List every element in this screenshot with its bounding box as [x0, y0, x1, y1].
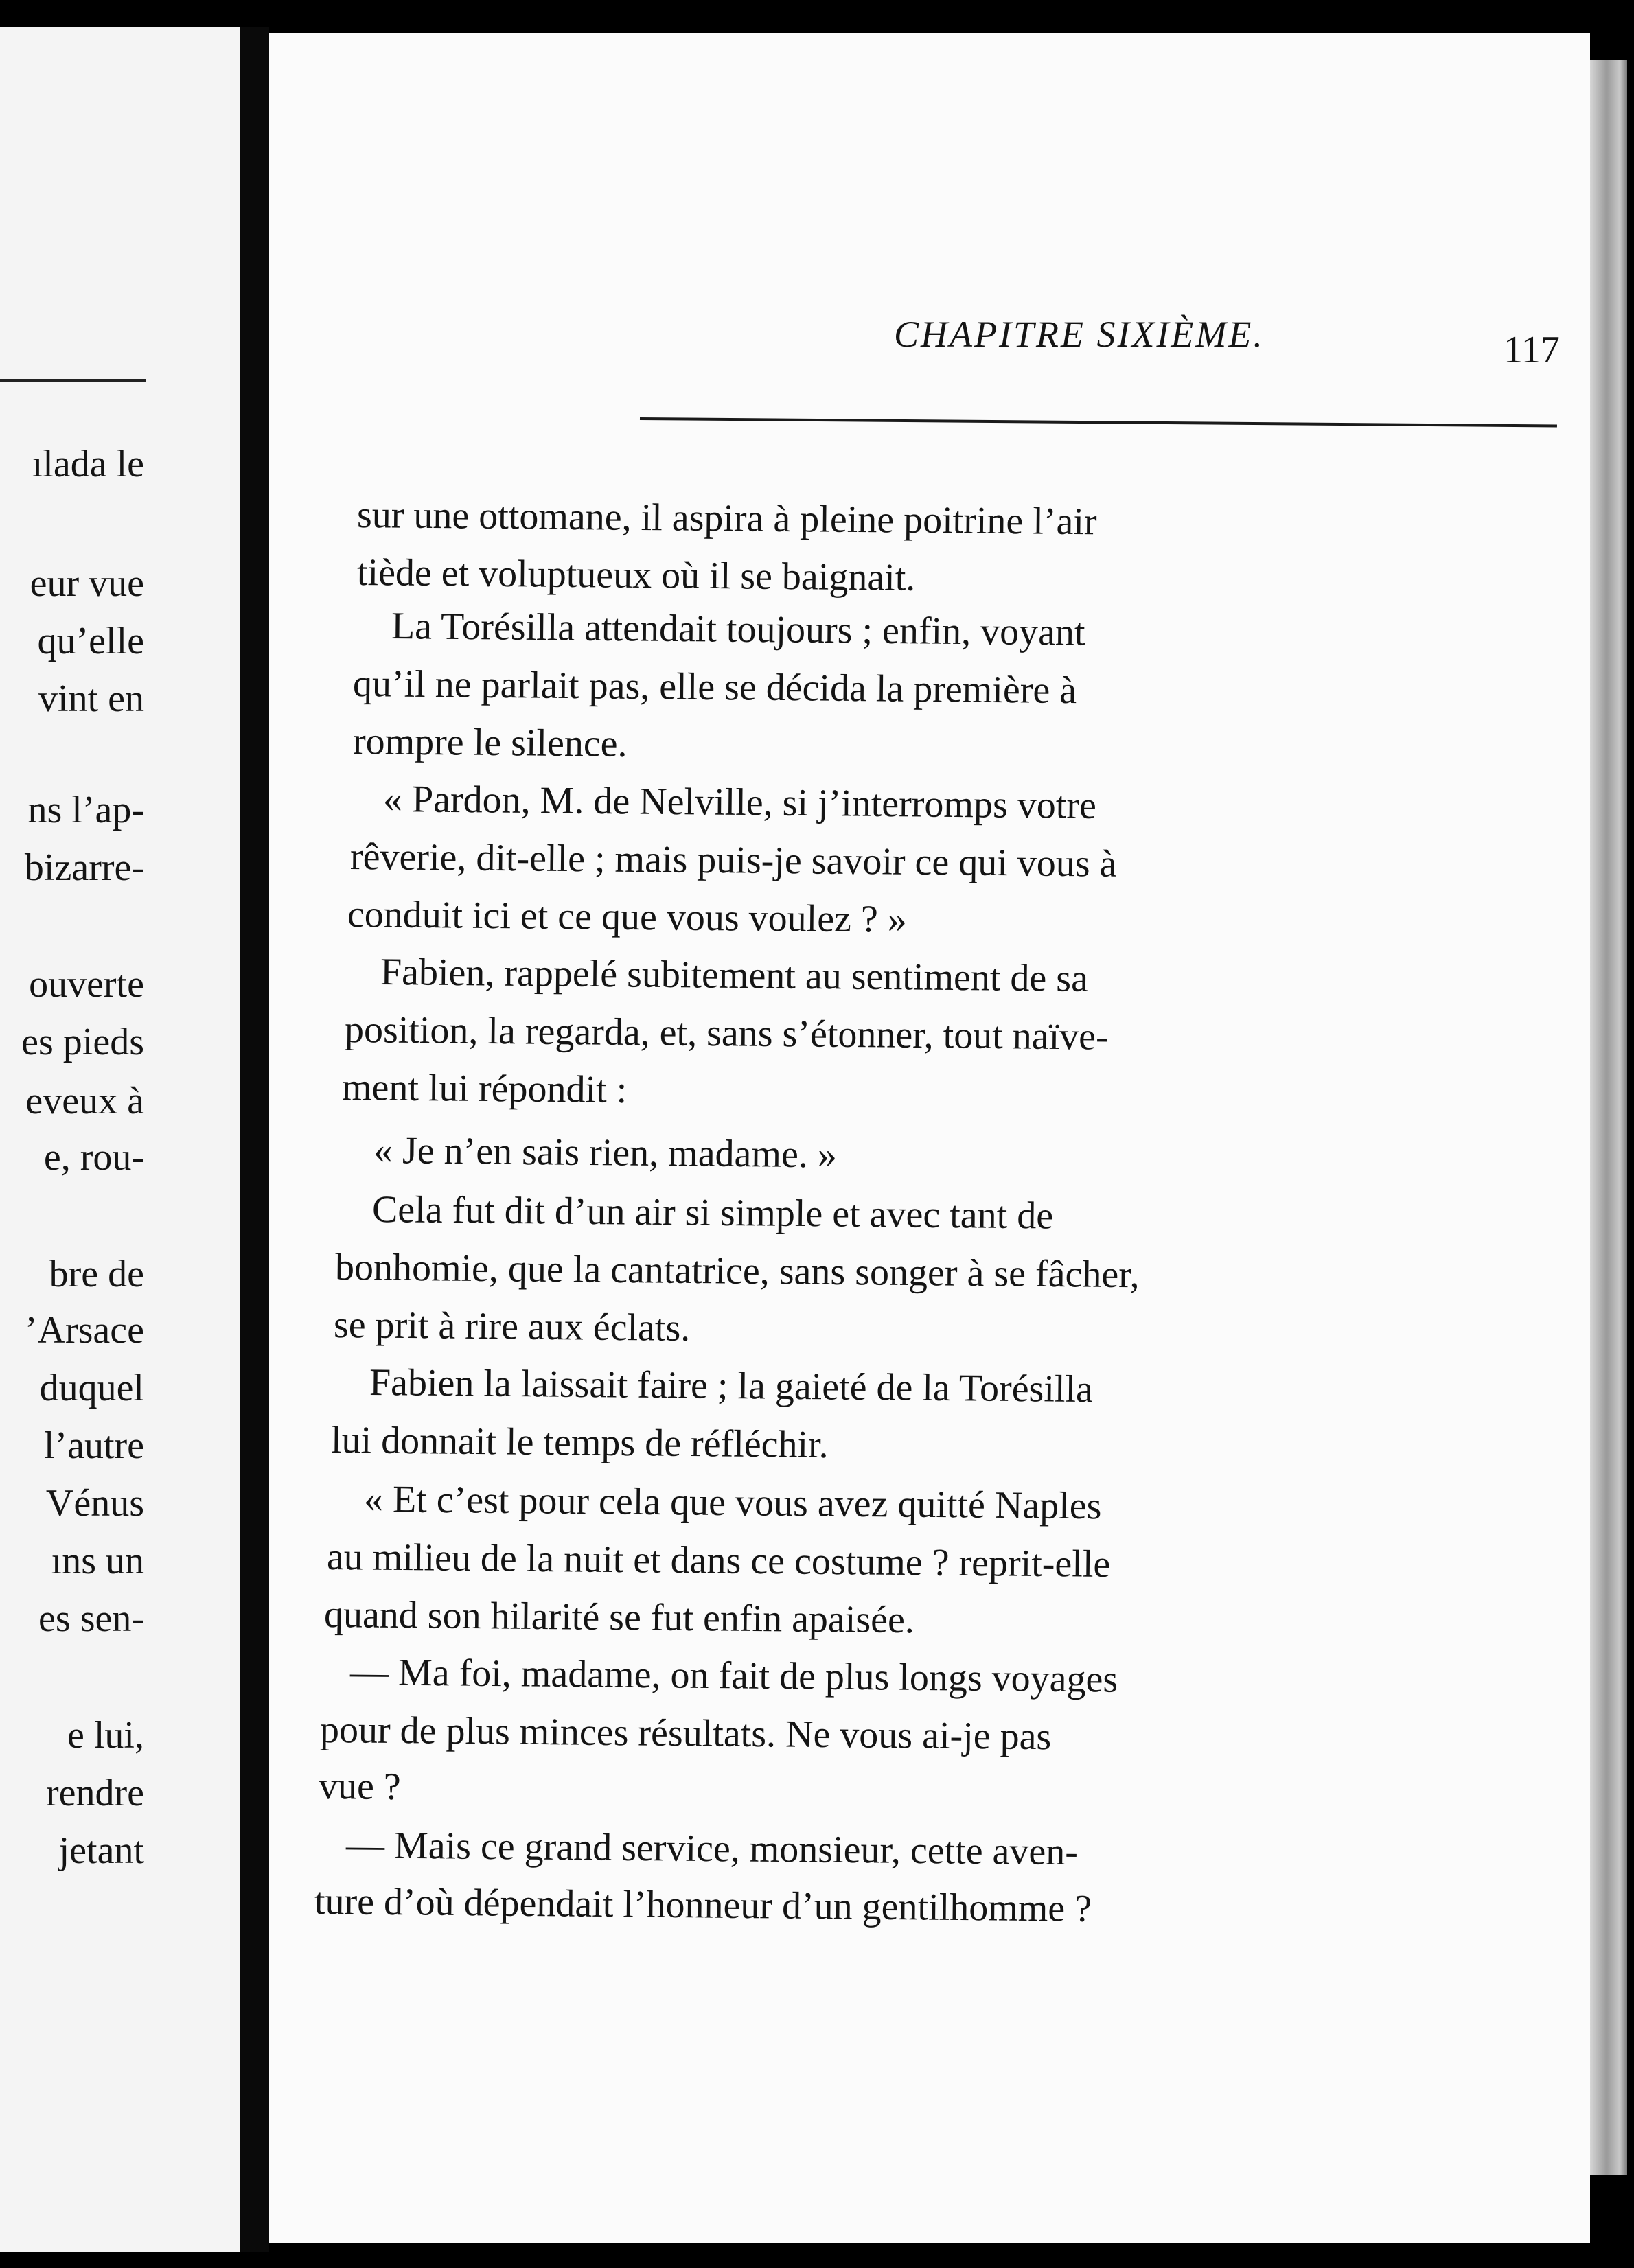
- text-line: rêverie, dit-elle ; mais puis-je savoir ce qui vous à: [349, 835, 1117, 886]
- page-stack-edge: [1590, 60, 1627, 2175]
- previous-page-line: bre de: [49, 1253, 144, 1295]
- text-line: bonhomie, que la cantatrice, sans songer à se fâcher,: [334, 1246, 1140, 1297]
- text-line: lui donnait le temps de réfléchir.: [330, 1419, 829, 1466]
- page-number: 117: [1504, 329, 1560, 371]
- previous-page-line: es pieds: [21, 1021, 144, 1063]
- body-text: [269, 33, 1590, 2243]
- text-line: Fabien, rappelé subitement au sentiment de sa: [380, 951, 1089, 1000]
- previous-page-line: vint en: [38, 678, 144, 720]
- text-line: pour de plus minces résultats. Ne vous ai-je pas: [319, 1709, 1052, 1759]
- previous-page-line: Vénus: [45, 1482, 144, 1525]
- previous-page: [0, 27, 240, 2252]
- text-line: position, la regarda, et, sans s’étonner, tout naïve-: [344, 1008, 1109, 1058]
- book-gutter: [240, 27, 269, 2252]
- previous-page-line: jetant: [58, 1829, 144, 1872]
- text-line: tiède et voluptueux où il se baignait.: [356, 551, 916, 599]
- previous-page-line: ’Arsace: [24, 1309, 144, 1352]
- previous-page-line: qu’elle: [37, 620, 144, 662]
- text-line: — Ma foi, madame, on fait de plus longs voyages: [349, 1651, 1118, 1701]
- text-line: La Torésilla attendait toujours ; enfin, voyant: [391, 605, 1085, 654]
- text-line: qu’il ne parlait pas, elle se décida la première à: [352, 662, 1077, 713]
- text-line: rompre le silence.: [352, 720, 628, 765]
- previous-page-line: ıns un: [51, 1540, 144, 1582]
- previous-page-line: e, rou-: [43, 1136, 144, 1179]
- previous-page-line: ouverte: [29, 963, 144, 1006]
- text-line: Fabien la laissait faire ; la gaieté de la Torésilla: [369, 1361, 1094, 1411]
- previous-page-line: l’autre: [43, 1424, 144, 1467]
- previous-page-line: bizarre-: [24, 846, 144, 889]
- previous-page-line: ns l’ap-: [27, 789, 144, 831]
- text-line: — Mais ce grand service, monsieur, cette aven-: [345, 1824, 1079, 1874]
- previous-page-line: rendre: [45, 1772, 144, 1814]
- text-line: ment lui répondit :: [341, 1066, 628, 1111]
- previous-page-line: es sen-: [38, 1597, 144, 1640]
- text-line: « Je n’en sais rien, madame. »: [373, 1129, 838, 1177]
- current-page: [269, 33, 1590, 2243]
- text-line: « Pardon, M. de Nelville, si j’interromps votre: [382, 778, 1097, 827]
- text-line: quand son hilarité se fut enfin apaisée.: [323, 1593, 915, 1642]
- previous-page-line: eur vue: [30, 562, 144, 605]
- text-line: conduit ici et ce que vous voulez ? »: [347, 893, 908, 941]
- running-head: CHAPITRE SIXIÈME.: [894, 314, 1265, 355]
- text-line: se prit à rire aux éclats.: [333, 1304, 691, 1350]
- text-line: ture d’où dépendait l’honneur d’un gentilhomme ?: [314, 1880, 1092, 1930]
- text-line: sur une ottomane, il aspira à pleine poitrine l’air: [356, 494, 1097, 544]
- previous-page-line: ılada le: [32, 443, 144, 485]
- text-line: Cela fut dit d’un air si simple et avec tant de: [371, 1188, 1054, 1238]
- text-line: au milieu de la nuit et dans ce costume ? reprit-elle: [326, 1536, 1111, 1586]
- previous-page-line: e lui,: [67, 1714, 144, 1757]
- text-line: « Et c’est pour cela que vous avez quitté Naples: [363, 1478, 1102, 1528]
- previous-page-line: eveux à: [25, 1080, 144, 1122]
- previous-page-line: duquel: [39, 1367, 144, 1409]
- text-line: vue ?: [318, 1765, 402, 1809]
- previous-page-header-rule: [0, 379, 146, 382]
